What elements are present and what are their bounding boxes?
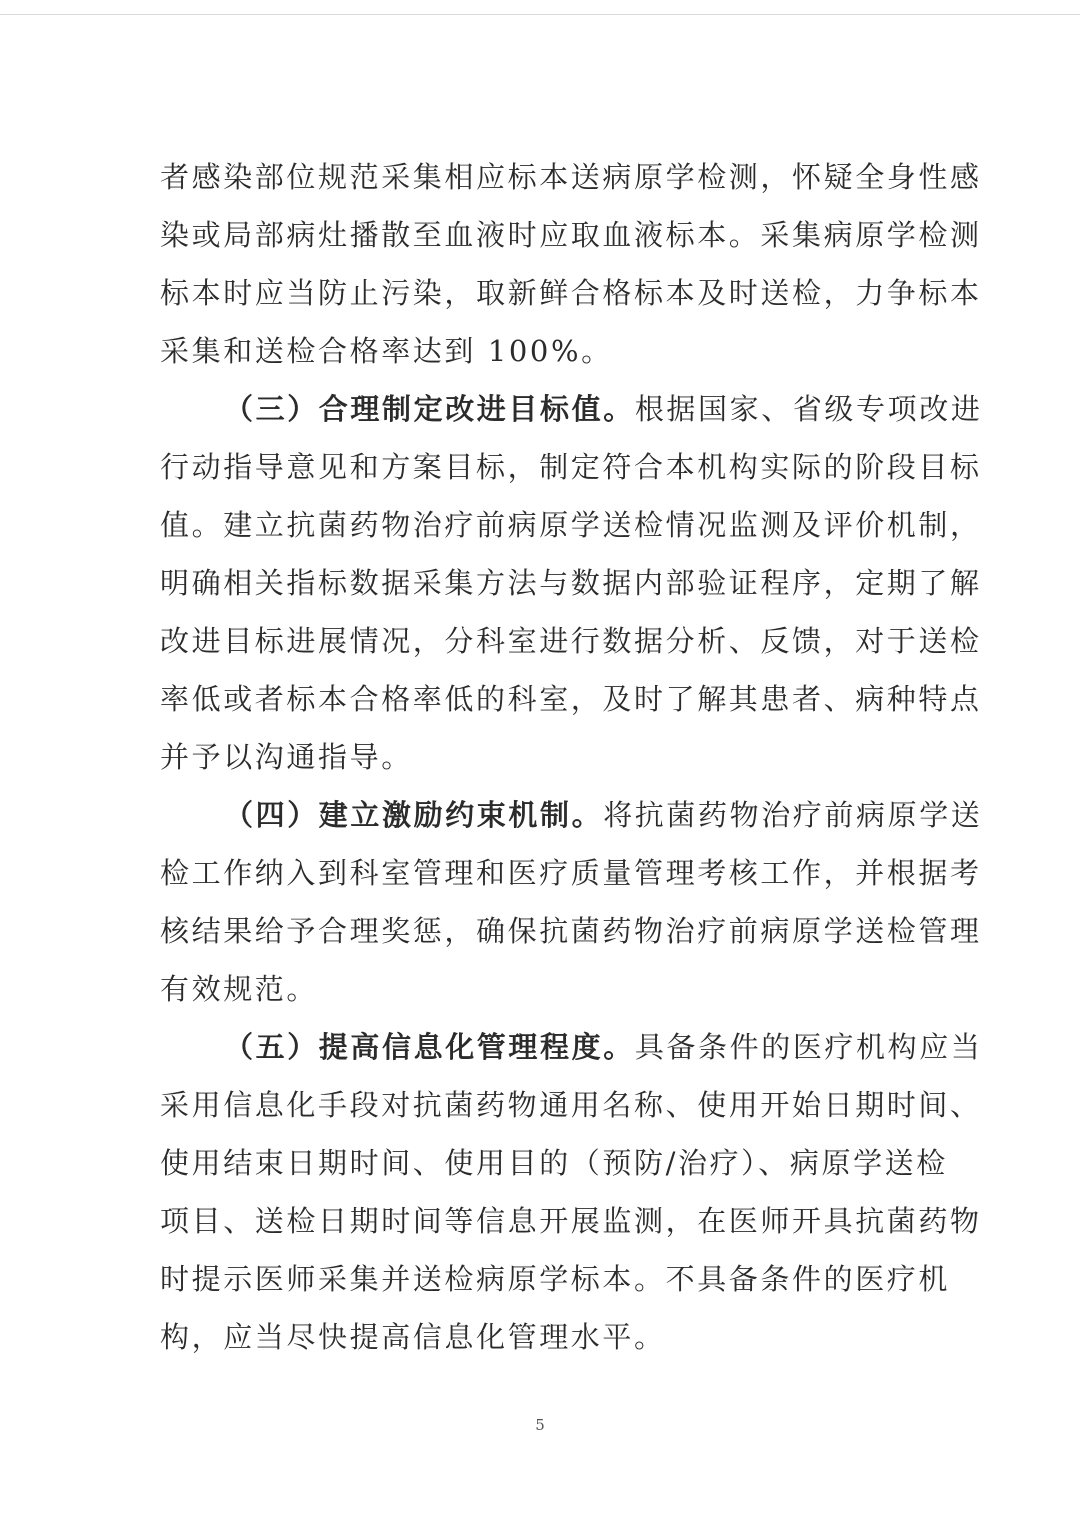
text-run: 将抗菌药物治疗前病原学送 [603,798,983,832]
text-line-first [160,380,983,438]
text-line: 核结果给予合理奖惩，确保抗菌药物治疗前病原学送检管理 [160,914,982,948]
paragraph-section-4 [160,786,983,1018]
document-body [160,148,983,1366]
text-line: 时提示医师采集并送检病原学标本。不具备条件的医疗机 [160,1262,951,1296]
text-line: 值。建立抗菌药物治疗前病原学送检情况监测及评价机制， [160,508,982,542]
text-run: 根据国家、省级专项改进 [634,392,983,426]
paragraph-continuation [160,148,982,380]
paragraph-section-5 [160,1018,983,1366]
text-line-first [160,1018,983,1076]
section-heading: （五）提高信息化管理程度。 [224,1030,635,1064]
text-run: 具备条件的医疗机构应当 [634,1030,983,1064]
section-heading: （三）合理制定改进目标值。 [224,392,635,426]
text-line: 明确相关指标数据采集方法与数据内部验证程序，定期了解 [160,566,982,600]
text-line: 有效规范。 [160,972,319,1006]
top-border-line [0,14,1080,15]
page-number: 5 [535,1416,545,1434]
text-line: 行动指导意见和方案目标，制定符合本机构实际的阶段目标 [160,450,982,484]
text-line: 采集和送检合格率达到 100%。 [160,334,613,368]
text-line: 检工作纳入到科室管理和医疗质量管理考核工作，并根据考 [160,856,982,890]
section-heading: （四）建立激励约束机制。 [224,798,604,832]
text-line: 使用结束日期时间、使用目的（预防/治疗）、病原学送检 [160,1146,948,1180]
text-line: 改进目标进展情况，分科室进行数据分析、反馈，对于送检 [160,624,982,658]
text-line: 染或局部病灶播散至血液时应取血液标本。采集病原学检测 [160,218,982,252]
text-line-first [160,786,983,844]
text-line: 并予以沟通指导。 [160,740,413,774]
text-line: 者感染部位规范采集相应标本送病原学检测，怀疑全身性感 [160,160,982,194]
text-line: 率低或者标本合格率低的科室，及时了解其患者、病种特点 [160,682,982,716]
paragraph-section-3 [160,380,983,786]
text-line: 构，应当尽快提高信息化管理水平。 [160,1320,666,1354]
text-line: 标本时应当防止污染，取新鲜合格标本及时送检，力争标本 [160,276,982,310]
text-line: 项目、送检日期时间等信息开展监测，在医师开具抗菌药物 [160,1204,982,1238]
text-line: 采用信息化手段对抗菌药物通用名称、使用开始日期时间、 [160,1088,982,1122]
